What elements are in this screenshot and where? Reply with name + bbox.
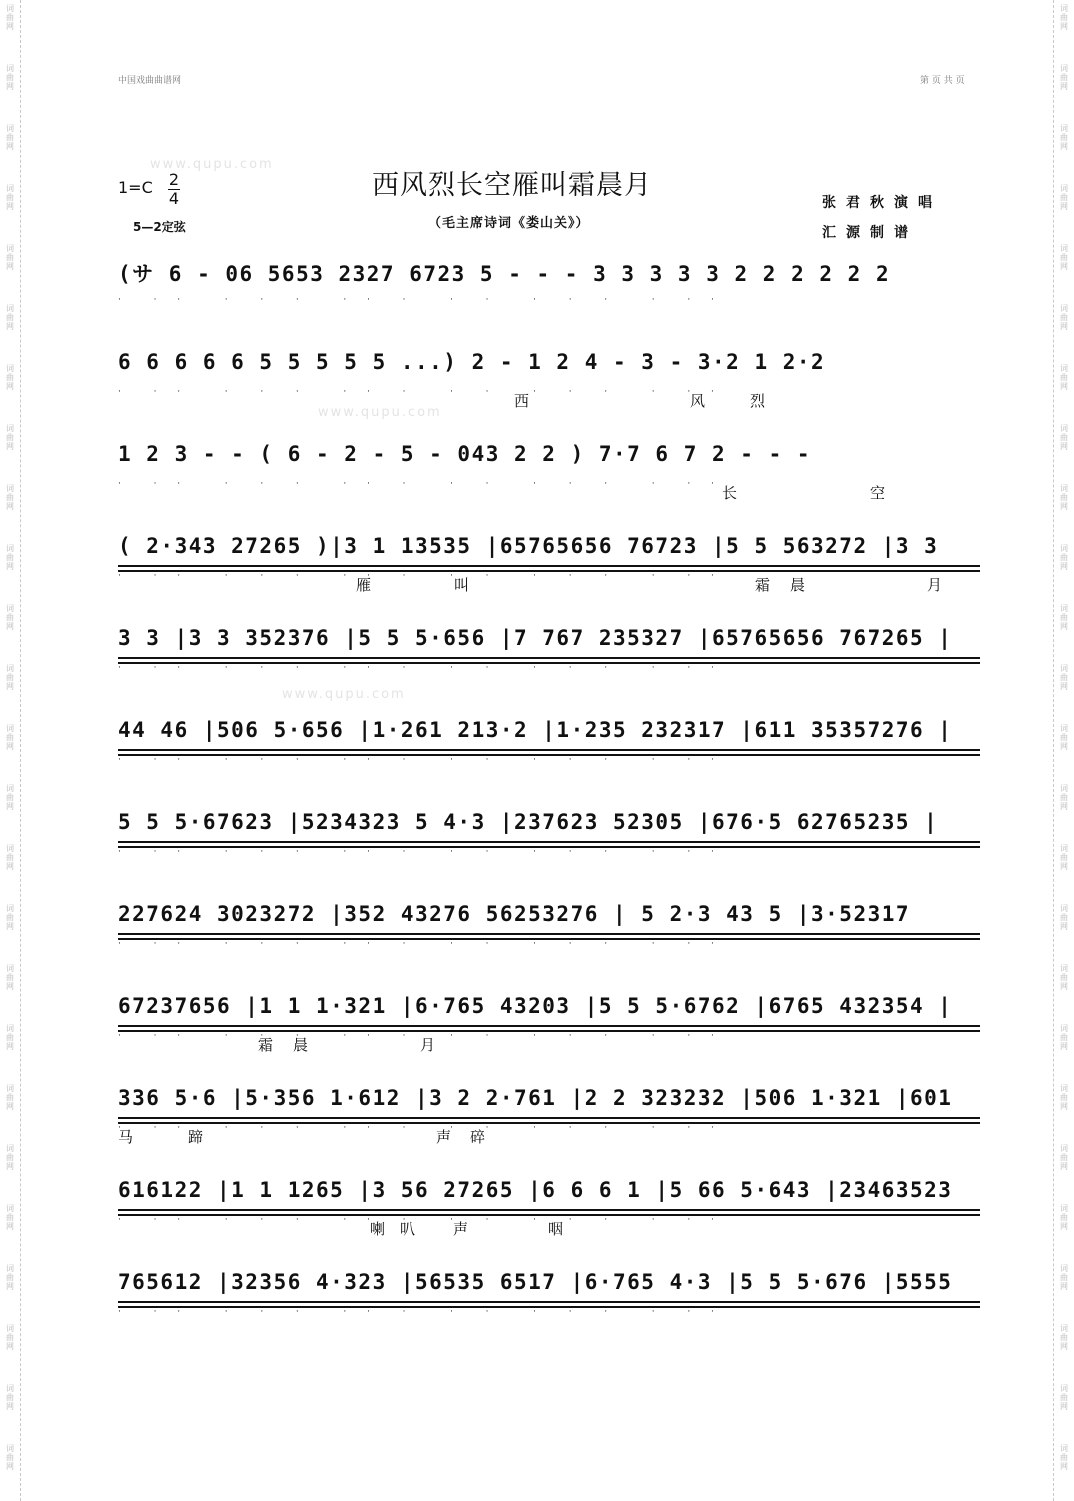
- side-watermark-text: 词 曲 网: [1060, 4, 1068, 31]
- side-watermark-text: 词 曲 网: [6, 364, 14, 391]
- octave-dots: · · · · · · · · · · · · · · · · ·: [118, 1123, 723, 1133]
- right-margin-watermark: [1053, 0, 1074, 1501]
- side-watermark-text: 词 曲 网: [1060, 1084, 1068, 1111]
- lyric-char: 空: [870, 484, 886, 502]
- lyric-char: 晨: [293, 1036, 309, 1054]
- tuning-note: 5—2定弦: [133, 220, 186, 234]
- jianpu-notes: 765612 |32356 4·323 |56535 6517 |6·765 4·3 |5 5 5·676 |5555: [118, 1270, 953, 1294]
- octave-dots: · · · · · · · · · · · · · · · · ·: [118, 1215, 723, 1225]
- score-row: [118, 994, 980, 1054]
- side-watermark-text: 词 曲 网: [6, 1324, 14, 1351]
- side-watermark-text: 词 曲 网: [1060, 244, 1068, 271]
- page-label: 第 页 共 页: [920, 76, 965, 86]
- score-row: [118, 810, 980, 870]
- lyric-char: 蹄: [188, 1128, 204, 1146]
- side-watermark-text: 词 曲 网: [6, 604, 14, 631]
- score-row: [118, 534, 980, 594]
- faint-watermark: www.qupu.com: [150, 157, 274, 172]
- lyric-char: 烈: [750, 392, 766, 410]
- lyrics-line: [118, 482, 980, 504]
- lyric-char: 马: [118, 1128, 134, 1146]
- lyrics-line: [118, 1034, 980, 1056]
- side-watermark-text: 词 曲 网: [1060, 1444, 1068, 1471]
- lyrics-line: [118, 574, 980, 596]
- side-watermark-text: 词 曲 网: [1060, 424, 1068, 451]
- performer-credit: 张君秋演唱: [822, 195, 942, 211]
- score-title: 西风烈长空雁叫霜晨月: [372, 170, 652, 201]
- score-row: [118, 258, 980, 318]
- octave-dots: · · · · · · · · · · · · · · · · ·: [118, 1307, 723, 1317]
- side-watermark-text: 词 曲 网: [6, 1144, 14, 1171]
- side-watermark-text: 词 曲 网: [1060, 1384, 1068, 1411]
- octave-dots: · · · · · · · · · · · · · · · · ·: [118, 939, 723, 949]
- side-watermark-text: 词 曲 网: [6, 1204, 14, 1231]
- jianpu-notes: 67237656 |1 1 1·321 |6·765 43203 |5 5 5·6762 |6765 432354 |: [118, 994, 953, 1018]
- jianpu-notes: 6 6 6 6 6 5 5 5 5 5 ...) 2 - 1 2 4 - 3 - 3·2 1 2·2: [118, 350, 826, 374]
- octave-dots: · · · · · · · · · · · · · · · · ·: [118, 1031, 723, 1041]
- side-watermark-text: 词 曲 网: [6, 844, 14, 871]
- octave-dots: · · · · · · · · · · · · · · · · ·: [118, 479, 723, 489]
- score-subtitle: （毛主席诗词《娄山关》）: [428, 216, 590, 231]
- jianpu-notes: 336 5·6 |5·356 1·612 |3 2 2·761 |2 2 323232 |506 1·321 |601: [118, 1086, 953, 1110]
- side-watermark-text: 词 曲 网: [1060, 1024, 1068, 1051]
- score-row: [118, 1086, 980, 1146]
- score-row: [118, 442, 980, 502]
- side-watermark-text: 词 曲 网: [1060, 484, 1068, 511]
- side-watermark-text: 词 曲 网: [6, 424, 14, 451]
- jianpu-notes: 3 3 |3 3 352376 |5 5 5·656 |7 767 235327 |65765656 767265 |: [118, 626, 953, 650]
- side-watermark-text: 词 曲 网: [1060, 64, 1068, 91]
- score-row: [118, 1270, 980, 1330]
- jianpu-notes: 5 5 5·67623 |5234323 5 4·3 |237623 52305 |676·5 62765235 |: [118, 810, 939, 834]
- jianpu-notes: 227624 3023272 |352 43276 56253276 | 5 2·3 43 5 |3·52317: [118, 902, 911, 926]
- octave-dots: · · · · · · · · · · · · · · · · ·: [118, 755, 723, 765]
- score-row: [118, 1178, 980, 1238]
- side-watermark-text: 词 曲 网: [6, 724, 14, 751]
- lyric-char: 碎: [470, 1128, 486, 1146]
- score-row: [118, 626, 980, 686]
- rhythm-underline: [118, 1025, 980, 1027]
- side-watermark-text: 词 曲 网: [6, 544, 14, 571]
- lyric-char: 喇: [370, 1220, 386, 1238]
- side-watermark-text: 词 曲 网: [1060, 784, 1068, 811]
- side-watermark-text: 词 曲 网: [6, 1384, 14, 1411]
- lyrics-line: [118, 1126, 980, 1148]
- side-watermark-text: 词 曲 网: [1060, 124, 1068, 151]
- lyric-char: 长: [722, 484, 738, 502]
- side-watermark-text: 词 曲 网: [1060, 724, 1068, 751]
- score-row: [118, 350, 980, 410]
- jianpu-notes: 616122 |1 1 1265 |3 56 27265 |6 6 6 1 |5 66 5·643 |23463523: [118, 1178, 953, 1202]
- lyric-char: 声: [453, 1220, 469, 1238]
- key-signature: 1=C: [118, 178, 153, 197]
- side-watermark-text: 词 曲 网: [6, 124, 14, 151]
- lyric-char: 雁: [356, 576, 372, 594]
- rhythm-underline: [118, 841, 980, 843]
- jianpu-notes: ( 2·343 27265 )|3 1 13535 |65765656 76723 |5 5 563272 |3 3: [118, 534, 939, 558]
- jianpu-notes: (サ 6 - 06 5653 2327 6723 5 - - - 3 3 3 3 3 2 2 2 2 2 2: [118, 262, 891, 286]
- side-watermark-text: 词 曲 网: [6, 664, 14, 691]
- side-watermark-text: 词 曲 网: [1060, 844, 1068, 871]
- side-watermark-text: 词 曲 网: [6, 1084, 14, 1111]
- side-watermark-text: 词 曲 网: [6, 484, 14, 511]
- lyric-char: 咽: [548, 1220, 564, 1238]
- side-watermark-text: 词 曲 网: [1060, 304, 1068, 331]
- side-watermark-text: 词 曲 网: [1060, 664, 1068, 691]
- score-row: [118, 902, 980, 962]
- side-watermark-text: 词 曲 网: [1060, 904, 1068, 931]
- left-margin-watermark: [0, 0, 21, 1501]
- side-watermark-text: 词 曲 网: [6, 1264, 14, 1291]
- lyric-char: 霜: [258, 1036, 274, 1054]
- side-watermark-text: 词 曲 网: [1060, 964, 1068, 991]
- side-watermark-text: 词 曲 网: [6, 904, 14, 931]
- rhythm-underline: [118, 749, 980, 751]
- side-watermark-text: 词 曲 网: [6, 784, 14, 811]
- lyric-char: 西: [514, 392, 530, 410]
- side-watermark-text: 词 曲 网: [1060, 1324, 1068, 1351]
- lyric-char: 晨: [790, 576, 806, 594]
- side-watermark-text: 词 曲 网: [1060, 1204, 1068, 1231]
- octave-dots: · · · · · · · · · · · · · · · · ·: [118, 663, 723, 673]
- lyrics-line: [118, 390, 980, 412]
- side-watermark-text: 词 曲 网: [6, 964, 14, 991]
- time-signature: [168, 172, 180, 207]
- meter-denominator: 4: [168, 189, 180, 208]
- octave-dots: · · · · · · · · · · · · · · · · ·: [118, 387, 723, 397]
- lyric-char: 风: [690, 392, 706, 410]
- lyric-char: 叭: [400, 1220, 416, 1238]
- meter-numerator: 2: [168, 170, 180, 189]
- score-row: [118, 718, 980, 778]
- side-watermark-text: 词 曲 网: [6, 64, 14, 91]
- lyric-char: 霜: [755, 576, 771, 594]
- octave-dots: · · · · · · · · · · · · · · · · ·: [118, 571, 723, 581]
- lyrics-line: [118, 1218, 980, 1240]
- arranger-credit: 汇源制谱: [822, 225, 918, 241]
- jianpu-notes: 44 46 |506 5·656 |1·261 213·2 |1·235 232317 |611 35357276 |: [118, 718, 953, 742]
- lyric-char: 叫: [454, 576, 470, 594]
- side-watermark-text: 词 曲 网: [1060, 544, 1068, 571]
- lyric-char: 月: [927, 576, 943, 594]
- side-watermark-text: 词 曲 网: [6, 1024, 14, 1051]
- rhythm-underline: [118, 1117, 980, 1119]
- side-watermark-text: 词 曲 网: [1060, 604, 1068, 631]
- rhythm-underline: [118, 1209, 980, 1211]
- faint-watermark: www.qupu.com: [318, 405, 442, 420]
- jianpu-notes: 1 2 3 - - ( 6 - 2 - 5 - 043 2 2 ) 7·7 6 7 2 - - -: [118, 442, 812, 466]
- rhythm-underline: [118, 1301, 980, 1303]
- rhythm-underline: [118, 565, 980, 567]
- faint-watermark: www.qupu.com: [282, 687, 406, 702]
- lyric-char: 月: [420, 1036, 436, 1054]
- rhythm-underline: [118, 657, 980, 659]
- side-watermark-text: 词 曲 网: [1060, 364, 1068, 391]
- side-watermark-text: 词 曲 网: [6, 184, 14, 211]
- lyric-char: 声: [436, 1128, 452, 1146]
- rhythm-underline: [118, 933, 980, 935]
- side-watermark-text: 词 曲 网: [6, 1444, 14, 1471]
- site-label: 中国戏曲曲谱网: [118, 76, 182, 86]
- side-watermark-text: 词 曲 网: [1060, 1264, 1068, 1291]
- side-watermark-text: 词 曲 网: [1060, 1144, 1068, 1171]
- side-watermark-text: 词 曲 网: [6, 244, 14, 271]
- side-watermark-text: 词 曲 网: [6, 4, 14, 31]
- octave-dots: · · · · · · · · · · · · · · · · ·: [118, 295, 723, 305]
- side-watermark-text: 词 曲 网: [6, 304, 14, 331]
- octave-dots: · · · · · · · · · · · · · · · · ·: [118, 847, 723, 857]
- side-watermark-text: 词 曲 网: [1060, 184, 1068, 211]
